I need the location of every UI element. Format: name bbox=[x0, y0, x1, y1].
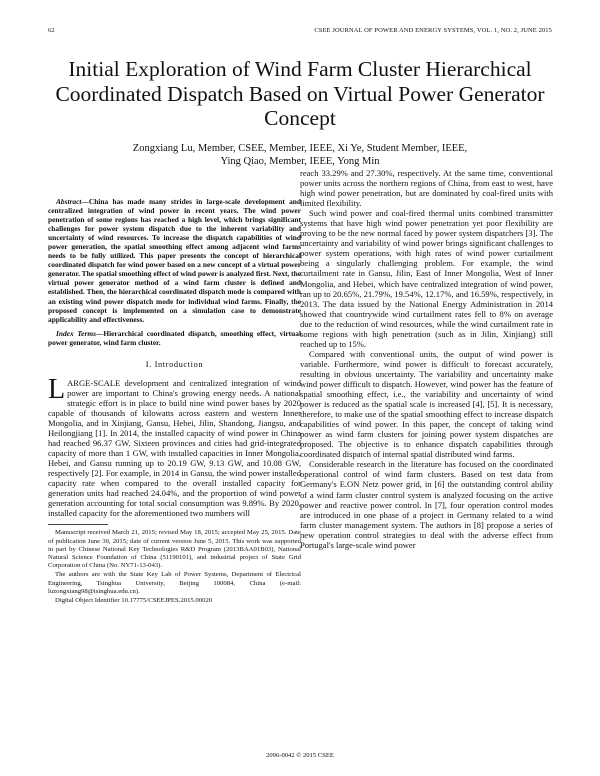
page-number: 62 bbox=[48, 27, 55, 34]
footnote-affiliation: The authors are with the State Key Lab of Power Systems, Department of Electrical Engineering, Tsinghua University, Beijing 100084, China (e-mail: luzongxiang98@tsinghua.edu.cn). bbox=[48, 571, 301, 595]
author-line-1: Zongxiang Lu, Member, CSEE, Member, IEEE, Xi Ye, Student Member, IEEE, bbox=[132, 143, 468, 154]
page-footer: 2096-0042 © 2015 CSEE bbox=[266, 752, 334, 759]
right-paragraph-1: reach 33.29% and 27.30%, respectively. At the same time, conventional power units across the northern regions of China, from east to west, have high wind power penetration, but are dominated by coal-fired units with limited flexibility. bbox=[300, 168, 553, 209]
abstract-text: China has made many strides in large-scale development and centralized integration of wind power in recent years. The wind power penetration of some regions has reached a high level, which brings significant challenges for power system dispatch due to the inherent variability and uncertainty of wind resources. To increase the dispatch capabilities of wind power generation, the spatial smoothing effect among adjacent wind farms needs to be fully utilized. This paper presents the concept of hierarchical coordinated dispatch for wind power based on a new concept of a virtual power generator. The spatial smoothing effect of wind power is analyzed first. Next, the virtual power generator method of a wind farm cluster is defined and established. Then, the hierarchical coordinated dispatch mode is compared with an existing wind power dispatch mode for individual wind farms. Finally, the proposed concept is implemented on a simulation case to demonstrate applicability and effectiveness. bbox=[48, 197, 301, 324]
intro-paragraph-1 bbox=[48, 373, 301, 519]
right-paragraph-4: Considerable research in the literature has focused on the coordinated operational control of wind farm clusters. Based on test data from Germany's E.ON Netz power grid, in [6] the outstanding control ability of a wind farm cluster control system is analyzed focusing on the active power and reactive power control. In [7], four operation control modes are introduced in one phase of a project in Germany related to a wind farm cluster management system. The authors in [8] propose a series of new operation control strategies to deal with the adverse effect from Portugal's large-scale wind power bbox=[300, 459, 553, 550]
author-block bbox=[40, 142, 560, 168]
abstract bbox=[48, 197, 301, 324]
right-column bbox=[300, 168, 553, 550]
right-paragraph-2: Such wind power and coal-fired thermal units combined transmitter systems that have high wind power penetration yet poor flexibility are proving to be the new normal faced by power system dispatchers [3]. The uncertainty and variability of wind power brings significant challenges to power system operations, with high rates of wind power curtailment being a singularly challenging problem. For example, the wind curtailment rate in Gansu, Jilin, East of Inner Mongolia, West of Inner Mongolia, and Hebei, which have centralized integration of wind power, ran up to 20.65%, 21.79%, 19.54%, 12.17%, and 16.59%, respectively, in 2013. The data issued by the National Energy Administration in 2014 showed that countrywide wind curtailment rates fell to 8% on average due to the reduction of wind resources, while the wind curtailment rate in some regions with high penetration (such as in Jilin, Xinjiang) still reached up to 15%. bbox=[300, 208, 553, 349]
footnote-rule bbox=[48, 524, 108, 525]
index-terms-text: Hierarchical coordinated dispatch, smoothing effect, virtual power generator, wind farm cluster. bbox=[48, 328, 301, 347]
paper-title: Initial Exploration of Wind Farm Cluster Hierarchical Coordinated Dispatch Based on Virtual Power Generator Concept bbox=[55, 57, 545, 130]
index-terms-label: Index Terms— bbox=[56, 328, 104, 338]
index-terms bbox=[48, 329, 301, 347]
footnote-manuscript: Manuscript received March 21, 2015; revised May 18, 2015; accepted May 25, 2015. Date of publication June 30, 2015; date of current version June 5, 2015. This work was supported in part by Chinese National Key Technologies R&D Program (2013BAA01B03), National Natural Science Foundation of China (51190101), and industrial project of State Grid Corporation of China (No. NY71-13-043). bbox=[48, 529, 301, 570]
drop-cap: L bbox=[48, 373, 66, 405]
author-line-2: Ying Qiao, Member, IEEE, Yong Min bbox=[220, 156, 380, 167]
right-paragraph-3: Compared with conventional units, the output of wind power is variable. Furthermore, wind power is difficult to forecast accurately, resulting in obvious uncertainty. The variability and uncertainty make wind power difficult to dispatch. However, wind power has the feature of spatial smoothing effect, i.e., the variability and uncertainty of wind power is reduced as the spatial scale is increased [4], [5]. It is necessary, therefore, to make use of the spatial smoothing effect to increase dispatch capabilities of wind power. In this paper, the concept of taking wind power as wind farm clusters for joining power system dispatches are proposed. The objective is to enhance dispatch capabilities through coordinated dispatch of internal spatial distributed wind farms. bbox=[300, 348, 553, 460]
section-heading-introduction: I. Introduction bbox=[145, 359, 204, 369]
journal-name: CSEE JOURNAL OF POWER AND ENERGY SYSTEMS, VOL. 1, NO. 2, JUNE 2015 bbox=[314, 27, 552, 34]
running-header bbox=[48, 27, 552, 37]
left-column bbox=[48, 197, 301, 606]
footnote-doi: Digital Object Identifier 10.17775/CSEEJPES.2015.00020 bbox=[55, 597, 213, 605]
abstract-label: Abstract— bbox=[56, 197, 89, 206]
intro-paragraph-1-text: ARGE-SCALE development and centralized integration of wind power are important to China's growing energy needs. A national strategic effort is in place to build nine wind power bases by 2020 capable of thousands of kilowatts across eastern and western Inner Mongolia, and in Xinjiang, Gansu, Hebei, Jilin, Shandong, Jiangsu, and Heilongjiang [1]. In 2014, the installed capacity of wind power in China had reached 96.37 GW. Sixteen provinces and cities had grid-integrated capacity of more than 1 GW, with installed capacities in Inner Mongolia, Hebei, and Gansu running up to 20.19 GW, 9.13 GW, and 10.08 GW, respectively [2]. For example, in 2014 in Gansu, the wind power installed capacity rate when compared to the overall installed capacity for generation units had reached 24.04%, and the proportion of wind power generation accounting for total social consumption was 9.89%. By 2020, installed capacity for the aforementioned two numbers will bbox=[48, 377, 301, 519]
